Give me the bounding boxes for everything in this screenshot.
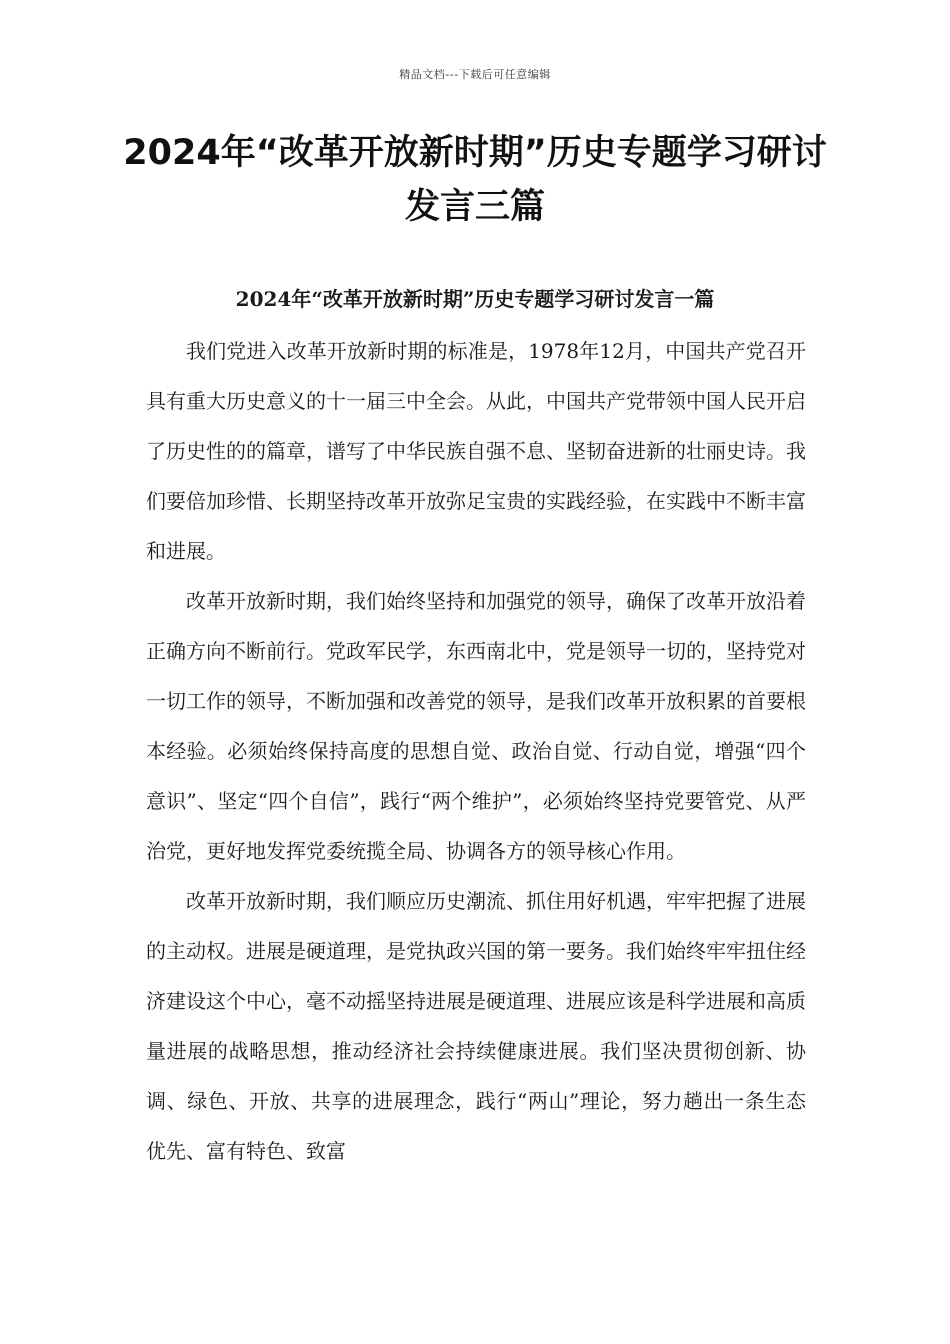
paragraph: 改革开放新时期，我们始终坚持和加强党的领导，确保了改革开放沿着正确方向不断前行。党政军民学，东西南北中，党是领导一切的，坚持党对一切工作的领导，不断加强和改善党的领导，是我们改革开放积累的首要根本经验。必须始终保持高度的思想自觉、政治自觉、行动自觉，增强“四个意识”、坚定“四个自信”，践行“两个维护”，必须始终坚持党要管党、从严治党，更好地发挥党委统揽全局、协调各方的领导核心作用。 — [146, 589, 806, 863]
document-title: 2024年“改革开放新时期”历史专题学习研讨发言三篇 — [123, 133, 827, 227]
paragraph: 改革开放新时期，我们顺应历史潮流、抓住用好机遇，牢牢把握了进展的主动权。进展是硬道理，是党执政兴国的第一要务。我们始终牢牢扭住经济建设这个中心，毫不动摇坚持进展是硬道理、进展应该是科学进展和高质量进展的战略思想，推动经济社会持续健康进展。我们坚决贯彻创新、协调、绿色、开放、共享的进展理念，践行“两山”理论，努力趟出一条生态优先、富有特色、致富 — [146, 889, 806, 1163]
header-note: 精品文档---下载后可任意编辑 — [399, 68, 551, 81]
section-subtitle: 2024年“改革开放新时期”历史专题学习研讨发言一篇 — [235, 287, 715, 311]
body-text — [146, 326, 806, 1176]
paragraph: 我们党进入改革开放新时期的标准是，1978年12月，中国共产党召开具有重大历史意义的十一届三中全会。从此，中国共产党带领中国人民开启了历史性的的篇章，谱写了中华民族自强不息、坚韧奋进新的壮丽史诗。我们要倍加珍惜、长期坚持改革开放弥足宝贵的实践经验，在实践中不断丰富和进展。 — [146, 339, 806, 563]
